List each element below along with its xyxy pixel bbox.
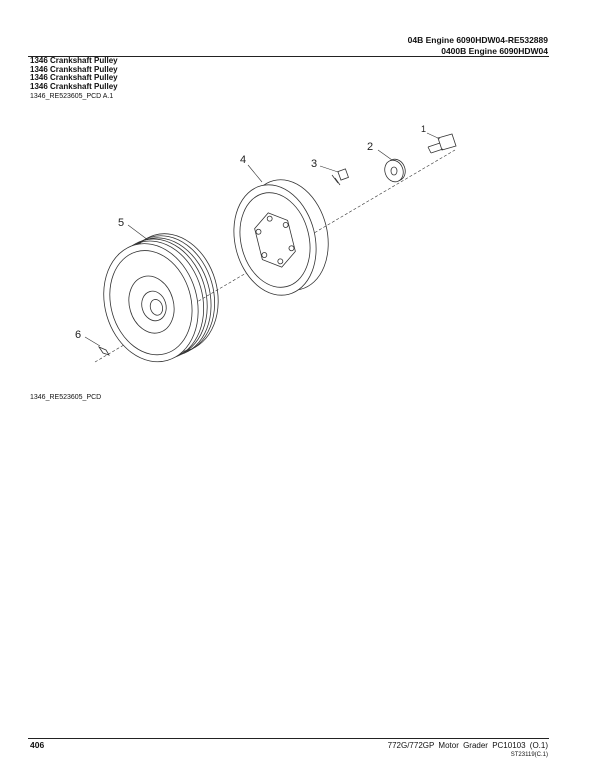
callout-3: 3	[311, 158, 318, 170]
callout-5: 5	[118, 217, 125, 229]
header-model-line: 04B Engine 6090HDW04-RE532889	[407, 35, 548, 45]
callout-1: 1	[421, 124, 427, 134]
damper-part	[222, 171, 340, 304]
section-title: 1346 Crankshaft Pulley	[30, 64, 118, 74]
callout-2: 2	[367, 141, 374, 153]
document-title: 772G/772GP Motor Grader PC10103 (O.1)	[387, 741, 548, 750]
illustration-reference: 1346_RE523605_PCD A.1	[30, 93, 114, 100]
footer-rule	[28, 738, 549, 739]
illustration-caption: 1346_RE523605_PCD	[30, 394, 102, 401]
section-title: 1346 Crankshaft Pulley	[30, 81, 118, 91]
section-title: 1346 Crankshaft Pulley	[30, 56, 118, 65]
washer-part	[382, 157, 408, 185]
pulley-part	[89, 222, 233, 373]
cap-screw-part	[428, 134, 456, 153]
small-screw-part	[332, 169, 348, 185]
callout-6: 6	[75, 329, 82, 341]
document-code: ST23119(C.1)	[510, 752, 548, 758]
callout-4: 4	[240, 154, 247, 166]
header-engine-line: 0400B Engine 6090HDW04	[441, 46, 548, 56]
section-title: 1346 Crankshaft Pulley	[30, 73, 118, 83]
page-number: 406	[30, 740, 45, 750]
key-part	[99, 347, 109, 355]
